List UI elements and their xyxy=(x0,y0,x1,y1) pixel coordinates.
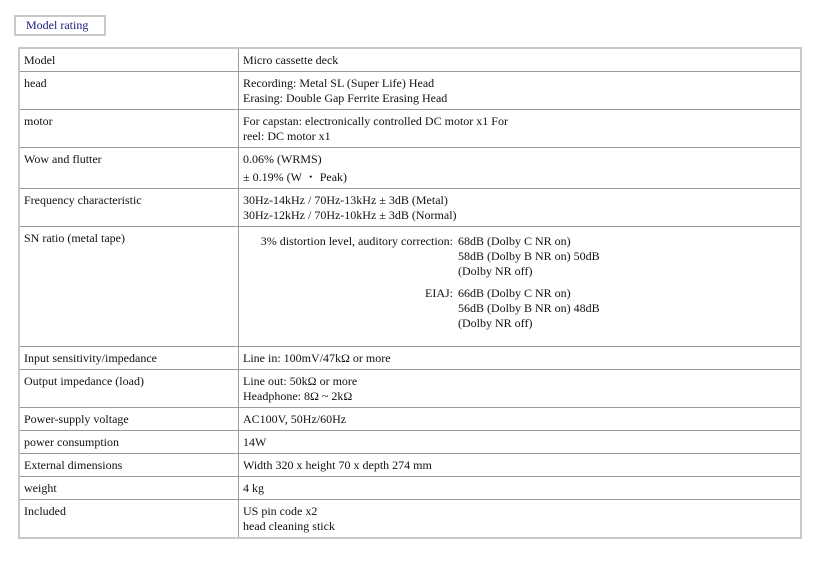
spec-value xyxy=(239,370,802,408)
spec-row-voltage xyxy=(19,408,801,431)
spec-value xyxy=(239,408,802,431)
sn-condition: 3% distortion level, auditory correction: xyxy=(260,234,453,248)
spec-value-line: reel: DC motor x1 xyxy=(243,129,331,143)
spec-value-line: 0.06% (WRMS) xyxy=(243,152,322,166)
spec-row-output xyxy=(19,370,801,408)
spec-value xyxy=(239,189,802,227)
spec-value-line: Recording: Metal SL (Super Life) Head xyxy=(243,76,435,90)
sn-value-line: 66dB (Dolby C NR on) xyxy=(458,286,571,300)
sn-value-line: (Dolby NR off) xyxy=(458,264,533,278)
spec-value-line: Erasing: Double Gap Ferrite Erasing Head xyxy=(243,91,448,105)
spec-value-line: Headphone: 8Ω ~ 2kΩ xyxy=(243,389,353,403)
spec-label: Frequency characteristic xyxy=(19,189,239,227)
spec-row-included xyxy=(19,500,801,539)
sn-values xyxy=(458,286,796,331)
spec-value-line: 30Hz-12kHz / 70Hz-10kHz ± 3dB (Normal) xyxy=(243,208,457,222)
spec-value-line: For capstan: electronically controlled DC motor x1 For xyxy=(243,114,508,128)
spec-value xyxy=(239,500,802,539)
spec-value-line: AC100V, 50Hz/60Hz xyxy=(243,412,347,426)
spec-value xyxy=(239,110,802,148)
sn-ratio-grid xyxy=(243,234,796,331)
spec-value-line: 14W xyxy=(243,435,267,449)
spec-value-line: Line in: 100mV/47kΩ or more xyxy=(243,351,391,365)
spec-row-power xyxy=(19,431,801,454)
spec-label: Output impedance (load) xyxy=(19,370,239,408)
spec-table xyxy=(18,47,802,539)
spec-value-line: Line out: 50kΩ or more xyxy=(243,374,358,388)
spec-row-frequency xyxy=(19,189,801,227)
sn-value-line: (Dolby NR off) xyxy=(458,316,533,330)
spec-row-wow-flutter xyxy=(19,148,801,189)
spec-label: Included xyxy=(19,500,239,539)
spec-row-weight xyxy=(19,477,801,500)
section-heading: Model rating xyxy=(14,15,106,36)
spec-label: head xyxy=(19,72,239,110)
spec-label: Wow and flutter xyxy=(19,148,239,189)
spec-label: Power-supply voltage xyxy=(19,408,239,431)
spec-value-line: Micro cassette deck xyxy=(243,53,339,67)
spec-value xyxy=(239,454,802,477)
spec-value xyxy=(239,148,802,189)
spec-value-line: head cleaning stick xyxy=(243,519,335,533)
spec-value xyxy=(239,227,802,347)
spec-value-line: 4 kg xyxy=(243,481,264,495)
spec-label: SN ratio (metal tape) xyxy=(19,227,239,347)
spec-label: Input sensitivity/impedance xyxy=(19,347,239,370)
sn-condition: EIAJ: xyxy=(425,286,453,300)
spec-label: motor xyxy=(19,110,239,148)
spec-value-line: Width 320 x height 70 x depth 274 mm xyxy=(243,458,432,472)
spec-row-sn-ratio xyxy=(19,227,801,347)
spec-value-line: 30Hz-14kHz / 70Hz-13kHz ± 3dB (Metal) xyxy=(243,193,448,207)
spec-value xyxy=(239,477,802,500)
spec-row-head xyxy=(19,72,801,110)
spec-value xyxy=(239,72,802,110)
spec-row-input xyxy=(19,347,801,370)
spec-value xyxy=(239,431,802,454)
spec-label: External dimensions xyxy=(19,454,239,477)
spec-value xyxy=(239,48,802,72)
spec-label: power consumption xyxy=(19,431,239,454)
spec-value-line: US pin code x2 xyxy=(243,504,318,518)
sn-value-line: 56dB (Dolby B NR on) 48dB xyxy=(458,301,600,315)
sn-values xyxy=(458,234,796,279)
spec-row-motor xyxy=(19,110,801,148)
spec-label: Model xyxy=(19,48,239,72)
sn-value-line: 68dB (Dolby C NR on) xyxy=(458,234,571,248)
spec-row-model xyxy=(19,48,801,72)
sn-value-line: 58dB (Dolby B NR on) 50dB xyxy=(458,249,600,263)
spec-value xyxy=(239,347,802,370)
spec-value-line: ± 0.19% (W ・ Peak) xyxy=(243,170,348,184)
spec-label: weight xyxy=(19,477,239,500)
spec-row-dimensions xyxy=(19,454,801,477)
